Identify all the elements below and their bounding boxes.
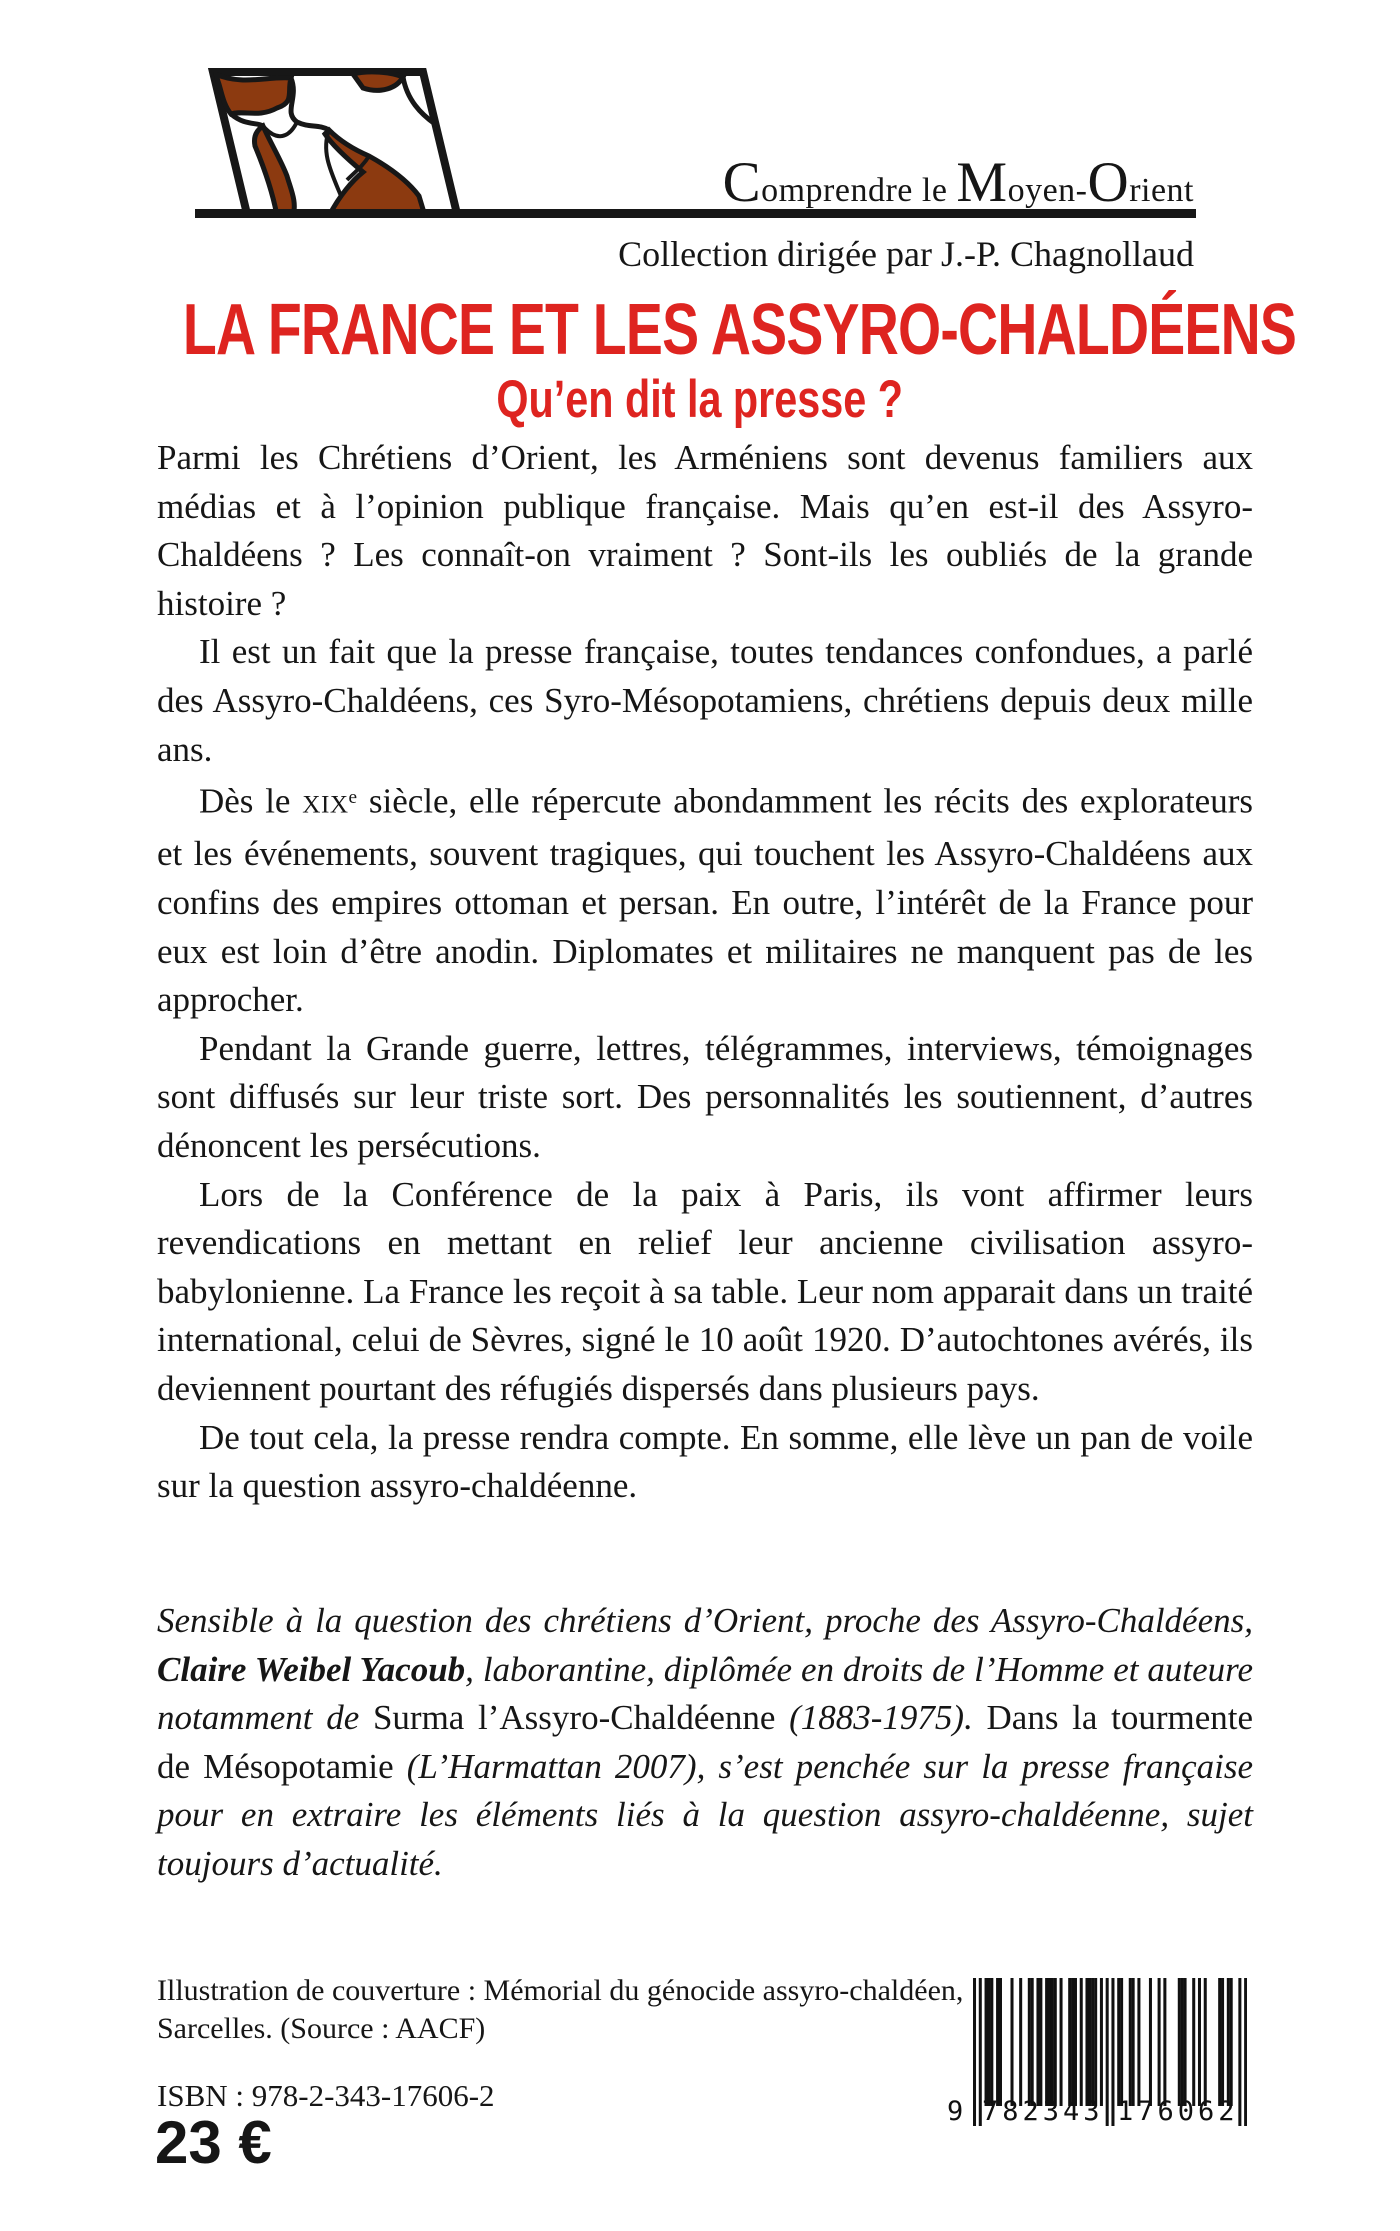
text-segment: oyen- [1007, 172, 1088, 209]
isbn: ISBN : 978-2-343-17606-2 [157, 2078, 495, 2113]
text-segment: Lors de la Conférence de la paix à Paris, ils vont affirmer leurs revendications en mettant en relief leur ancienne civilisation assyro-babylonienne. La France les reçoit à sa table. Leur nom apparait dans un traité international, celui de Sèvres, signé le 10 août 1920. D’autochtones avérés, ils deviennent pourtant des réfugiés dispersés dans plusieurs pays. [157, 1174, 1253, 1408]
text-segment: Dans la tourmente de Mésopotamie [157, 1698, 1253, 1786]
text-segment: Pendant la Grande guerre, lettres, télégrammes, interviews, témoignages sont diffusés sur leur triste sort. Des personnalités les soutiennent, d’autres dénoncent les persécutions. [157, 1028, 1253, 1165]
credit-line-1: Illustration de couverture : Mémorial du génocide assyro-chaldéen, [157, 1974, 964, 2007]
cover-illustration-credit [157, 1972, 963, 2047]
text-segment: Sensible à la question des chrétiens d’Orient, proche des Assyro-Chaldéens, [157, 1601, 1253, 1640]
text-segment: C [722, 151, 762, 214]
text-segment: Dès le [199, 781, 303, 821]
barcode-digits-left: 782343 [982, 2096, 1104, 2127]
text-segment: Surma l’Assyro-Chaldéenne [372, 1698, 776, 1738]
text-segment: omprendre le [761, 172, 957, 209]
credit-line-2: Sarcelles. (Source : AACF) [157, 2011, 486, 2045]
back-cover-text [157, 434, 1253, 1511]
collection-director: Collection dirigée par J.-P. Chagnollaud [618, 234, 1194, 274]
text-segment: XIX [302, 791, 349, 819]
barcode-digit-lead: 9 [947, 2096, 964, 2127]
author-bio [157, 1597, 1253, 1889]
body-paragraph [157, 628, 1253, 774]
ean13-barcode [947, 1978, 1247, 2143]
text-segment: e [348, 787, 358, 809]
text-segment: M [956, 151, 1008, 214]
body-paragraph [157, 1171, 1253, 1414]
body-paragraph [157, 434, 1253, 628]
collection-title [723, 150, 1194, 215]
middle-east-map-logo [205, 68, 475, 220]
text-segment: siècle, elle répercute abondamment les récits des explorateurs et les événements, souvent tragiques, qui touchent les Assyro-Chaldéens aux confins des empires ottoman et persan. En outre, l’intérêt de la France pour eux est loin d’être anodin. Diplomates et militaires ne manquent pas de les approcher. [157, 781, 1253, 1020]
barcode-digits-right: 176062 [1117, 2096, 1239, 2127]
text-segment: , laborantine, diplômée en droits de l’Homme et auteure notamment de [157, 1649, 1253, 1738]
text-segment: Claire Weibel Yacoub [157, 1649, 466, 1689]
text-segment: (1883-1975). [775, 1698, 987, 1738]
body-paragraph [157, 774, 1253, 1025]
body-paragraph [157, 1414, 1253, 1511]
text-segment: (L’Harmattan 2007), s’est penchée sur la presse française pour en extraire les éléments liés à la question assyro-chaldéenne, sujet toujours d’actualité. [157, 1746, 1253, 1883]
text-segment: Il est un fait que la presse française, toutes tendances confondues, a parlé des Assyro-Chaldéens, ces Syro-Mésopotamiens, chrétiens depuis deux mille ans. [157, 632, 1253, 769]
book-title: LA FRANCE ET LES ASSYRO-CHALDÉENS [182, 290, 1297, 370]
price: 23 € [155, 2109, 272, 2176]
text-segment: O [1087, 151, 1130, 214]
text-segment: Parmi les Chrétiens d’Orient, les Arméniens sont devenus familiers aux médias et à l’opinion publique française. Mais qu’en est-il des Assyro-Chaldéens ? Les connaît-on vraiment ? Sont-ils les oubliés de la grande histoire ? [157, 438, 1253, 623]
text-segment: rient [1129, 172, 1194, 209]
body-paragraph [157, 1025, 1253, 1171]
book-subtitle: Qu’en dit la presse ? [496, 370, 904, 429]
text-segment: De tout cela, la presse rendra compte. En somme, elle lève un pan de voile sur la question assyro-chaldéenne. [157, 1417, 1253, 1506]
